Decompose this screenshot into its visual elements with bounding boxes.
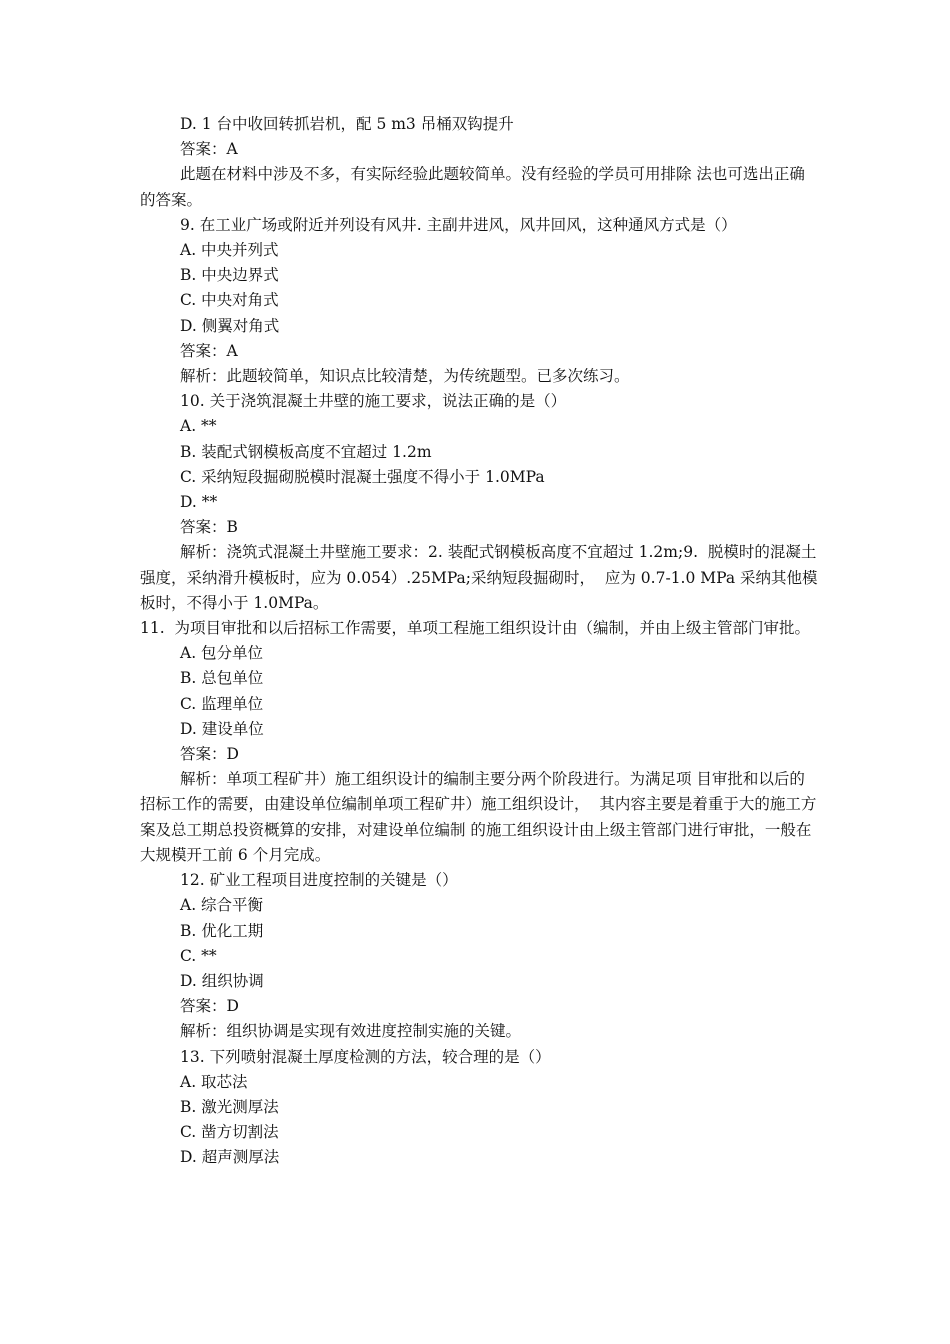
text-line: 10. 关于浇筑混凝土井壁的施工要求，说法正确的是（） xyxy=(180,392,567,411)
text-line: 答案：A xyxy=(180,140,238,159)
text-line: B. 激光测厚法 xyxy=(180,1097,279,1116)
text-line: C. 凿方切割法 xyxy=(180,1123,279,1142)
text-line: 解析：单项工程矿井）施工组织设计的编制主要分两个阶段进行。为满足项 目审批和以后的招标工作的需要，由建设单位编制单项工程矿井）施工组织设计， 其内容主要是着重于大的施工方案及总工期总投资概算的安排，对建设单位编制 的施工组织设计由上级主管部门进行审批，一般在大规模开工前 6 个月完成。 xyxy=(140,770,817,864)
text-line: B. 总包单位 xyxy=(180,669,264,688)
text-line: 解析：此题较简单，知识点比较清楚，为传统题型。已多次练习。 xyxy=(180,367,630,386)
text-line: 11. 为项目审批和以后招标工作需要，单项工程施工组织设计由（编制，并由上级主管部门审批。 xyxy=(140,619,811,638)
text-line: 9. 在工业广场或附近并列设有风井. 主副井进风，风井回风，这种通风方式是（） xyxy=(180,215,737,234)
text-line: C. 监理单位 xyxy=(180,694,264,713)
text-line: 答案：D xyxy=(180,997,239,1016)
text-line: 解析：浇筑式混凝土井壁施工要求：2. 装配式钢模板高度不宜超过 1.2m;9. 脱模时的混凝土强度，采纳滑升模板时，应为 0.054）.25MPa;采纳短段掘砌时， 应为 0.7-1.0 MPa 采纳其他模板时，不得小于 1.0MPa。 xyxy=(140,543,818,612)
text-line: B. 中央边界式 xyxy=(180,266,279,285)
text-line: C. 采纳短段掘砌脱模时混凝土强度不得小于 1.0MPa xyxy=(180,467,545,486)
text-line: D. 建设单位 xyxy=(180,719,264,738)
text-line: D. 组织协调 xyxy=(180,971,264,990)
text-line: D. 侧翼对角式 xyxy=(180,316,280,335)
text-line: D. 超声测厚法 xyxy=(180,1148,280,1167)
text-line: 答案：B xyxy=(180,518,238,537)
text-line: D. ** xyxy=(180,493,218,512)
text-line: C. 中央对角式 xyxy=(180,291,279,310)
text-line: A. 取芯法 xyxy=(180,1072,248,1091)
text-line: C. ** xyxy=(180,946,217,965)
text-line: 12. 矿业工程项目进度控制的关键是（） xyxy=(180,871,458,890)
text-line: A. 包分单位 xyxy=(180,644,264,663)
text-line: 此题在材料中涉及不多，有实际经验此题较简单。没有经验的学员可用排除 法也可选出正确的答案。 xyxy=(140,165,805,209)
text-line: D. 1 台中收回转抓岩机，配 5 m3 吊桶双钩提升 xyxy=(180,115,514,133)
text-line: B. 优化工期 xyxy=(180,921,264,940)
text-line: A. 中央并列式 xyxy=(180,241,279,260)
text-line: 13. 下列喷射混凝土厚度检测的方法，较合理的是（） xyxy=(180,1047,551,1066)
text-line: 答案：A xyxy=(180,341,238,360)
document-body xyxy=(140,112,818,1171)
text-line: 解析：组织协调是实现有效进度控制实施的关键。 xyxy=(180,1022,522,1041)
text-line: A. ** xyxy=(180,417,217,436)
text-line: B. 装配式钢模板高度不宜超过 1.2m xyxy=(180,442,432,461)
text-line: A. 综合平衡 xyxy=(180,896,264,915)
text-line: 答案：D xyxy=(180,745,239,764)
